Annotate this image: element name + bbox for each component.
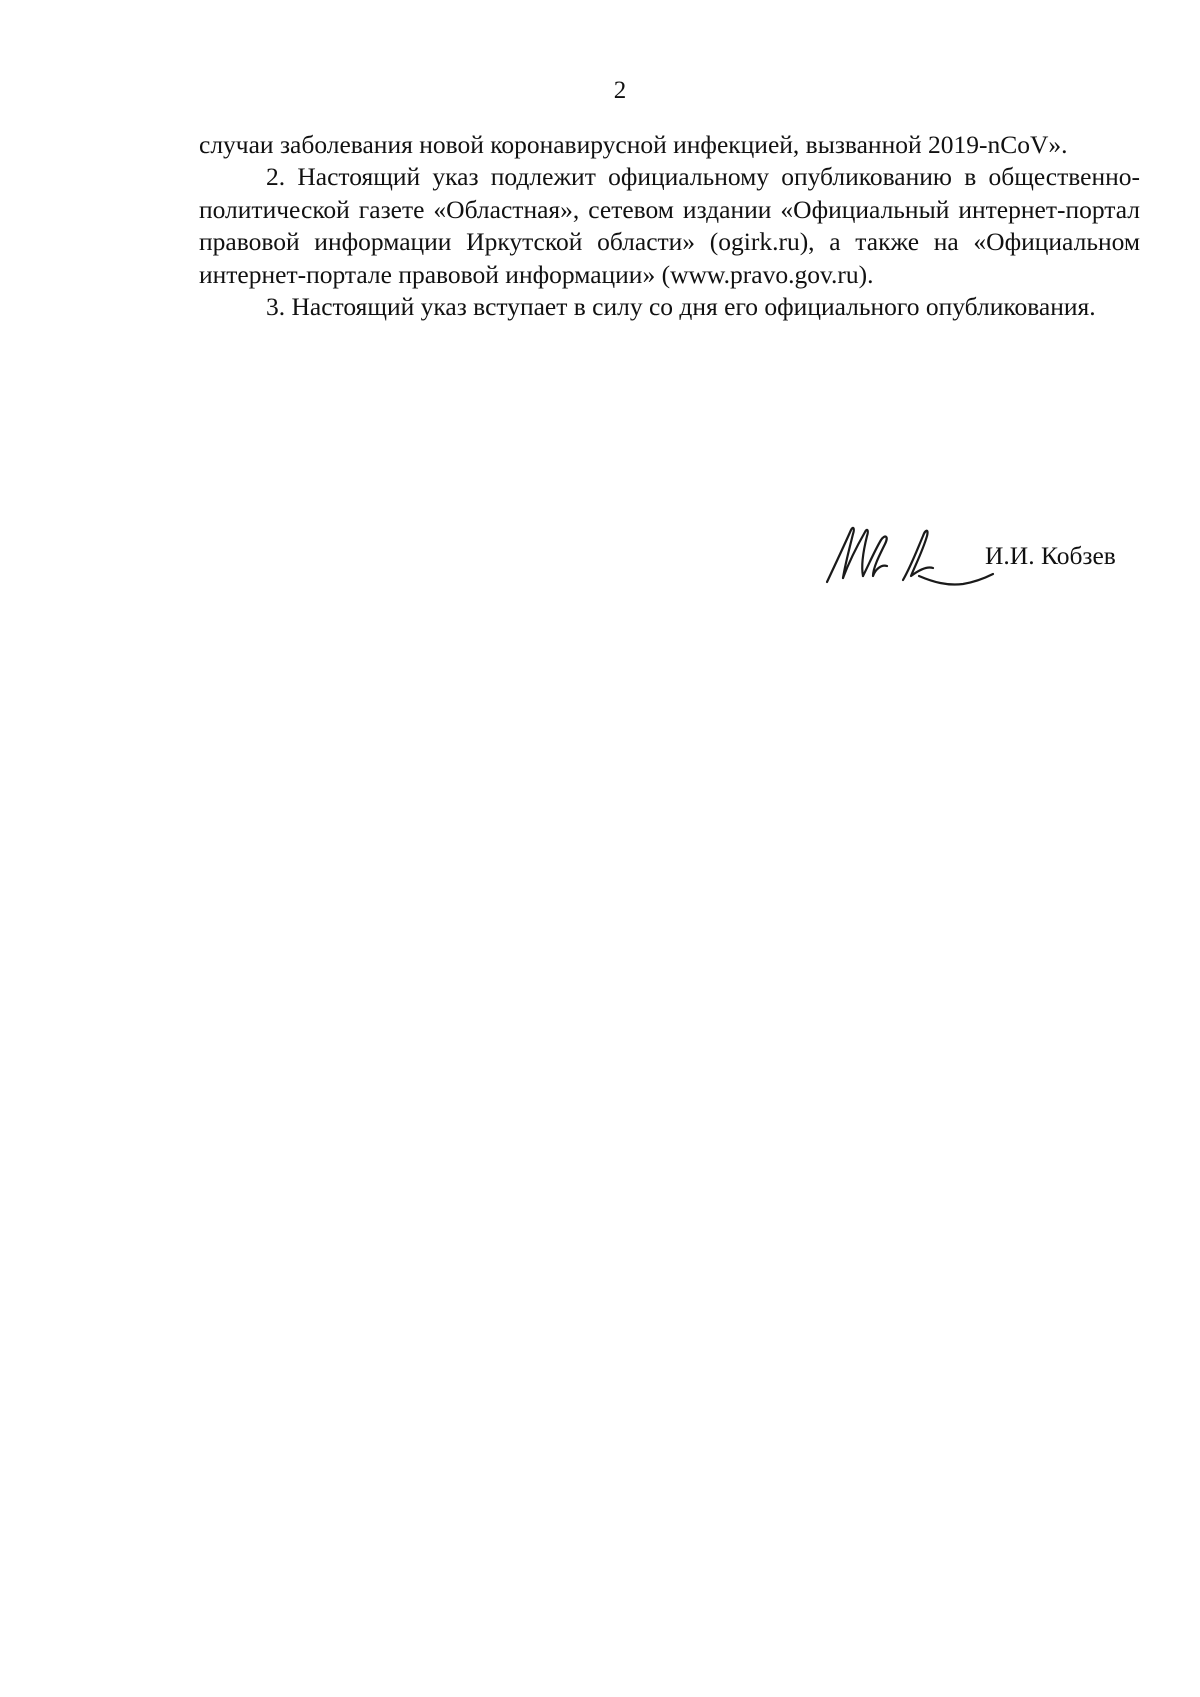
signatory-name: И.И. Кобзев: [985, 541, 1116, 570]
page-number: 2: [613, 77, 627, 104]
paragraph-publication: 2. Настоящий указ подлежит официальному опубликованию в общественно-политической газете «Областная», сетевом издании «Официальный интернет-портал правовой информации Иркутской области» (ogirk.ru), а также на «Официальном интернет-портале правовой информации» (www.pravo.gov.ru).: [199, 162, 1140, 289]
paragraph-continuation: случаи заболевания новой коронавирусной инфекцией, вызванной 2019-nCoV».: [199, 130, 1068, 159]
document-body: [199, 129, 1140, 323]
paragraph-effective-date: 3. Настоящий указ вступает в силу со дня его официального опубликования.: [266, 292, 1096, 322]
signature-block: [815, 510, 1145, 600]
